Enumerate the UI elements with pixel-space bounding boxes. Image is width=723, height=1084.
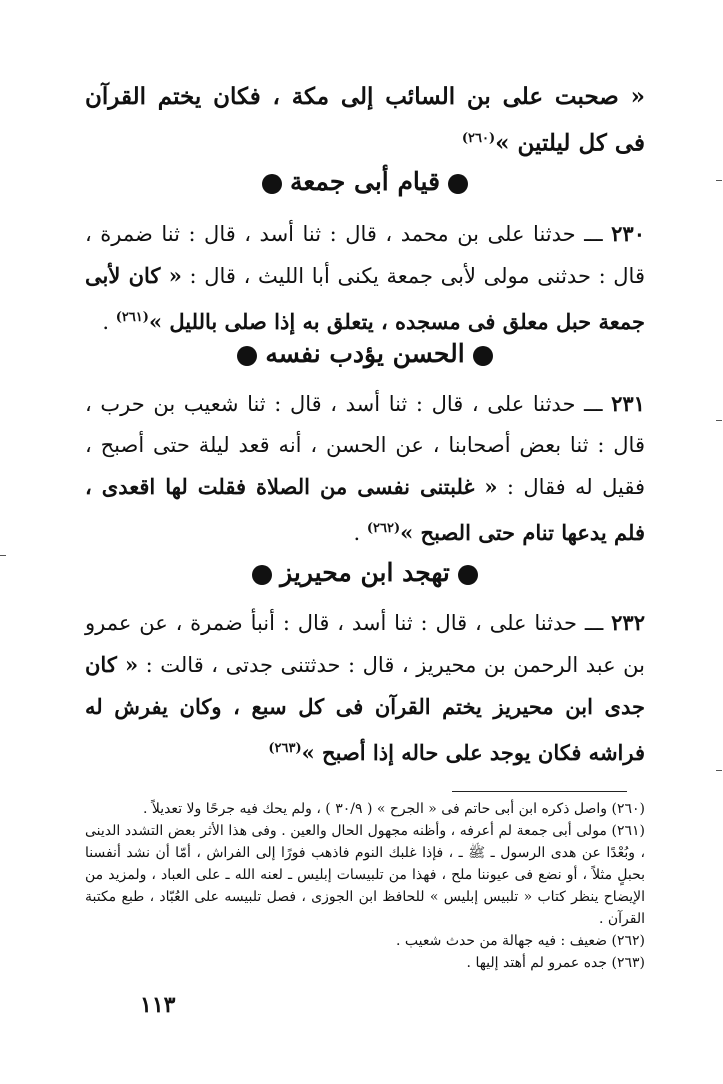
footnote: (٢٦١) مولى أبى جمعة لم أعرفه ، وأظنه مجهول الحال والعين . وفى هذا الأثر بعض التشدد الدينى ، وبُعْدًا عن هدى الرسول ـ ﷺ ـ ، فإذا غلبك النوم فاذهب فورًا إلى الفراش ، أمّا أن نشد أنفسنا بحبلٍ مثلاً ، أو نضع فى عيوننا ملح ، فهذا من تلبيسات إبليس ـ لعنه الله ـ على العباد ، ولمزيد من الإيضاح ينظر كتاب « تلبيس إبليس » للحافظ ابن الجوزى ، فصل تلبيسه على العُبّاد ، طبع مكتبة القرآن . — [85, 823, 645, 927]
intro-ref: (٢٦٠) — [461, 131, 496, 146]
entry-quote: « كان جدى ابن محيريز يختم القرآن فى كل سبع ، وكان يفرش له فراشه فكان يوجد على حاله إذا أصبح » — [85, 652, 645, 765]
entry-ref: (٢٦٣) — [268, 741, 302, 756]
margin-mark — [0, 555, 6, 556]
bullet-icon — [237, 346, 257, 366]
entry-quote: « غلبتنى نفسى من الصلاة فقلت لها اقعدى ، فلم يدعها تنام حتى الصبح » — [85, 474, 645, 545]
entry-narration: حدثنا على ، قال : ثنا أسد ، قال : أنبأ ضمرة ، عن عمرو بن عبد الرحمن بن محيريز ، قال : حدثتنى جدتى ، قالت : — [85, 611, 645, 677]
intro-paragraph — [85, 76, 645, 165]
bullet-icon — [448, 174, 468, 194]
entry-number: ٢٣١ — [611, 391, 645, 416]
entry-dash: ـــ — [584, 611, 604, 635]
footnote: (٢٦٠) واصل ذكره ابن أبى حاتم فى « الجرح » ( ٣٠/٩ ) ، ولم يحك فيه جرحًا ولا تعديلاً . — [142, 801, 645, 817]
margin-mark — [716, 770, 722, 771]
entry-quote: « كان لأبى جمعة حبل معلق فى مسجده ، يتعلق به إذا صلى بالليل » — [85, 263, 645, 334]
section-heading-text: قيام أبى جمعة — [289, 167, 441, 196]
section-heading-text: الحسن يؤدب نفسه — [265, 339, 465, 368]
section-heading — [85, 162, 645, 202]
entry-dash: ـــ — [584, 222, 603, 246]
entry-tail: . — [353, 521, 361, 545]
section-heading-text: تهجد ابن محيريز — [280, 558, 450, 587]
bullet-icon — [473, 346, 493, 366]
footnote-separator — [452, 791, 627, 792]
footnotes — [85, 798, 645, 974]
bullet-icon — [252, 565, 272, 585]
bullet-icon — [262, 174, 282, 194]
entry-narration: حدثنا على ، قال : ثنا أسد ، قال : ثنا شعيب بن حرب ، قال : ثنا بعض أصحابنا ، عن الحسن ، أنه قعد ليلة حتى أصبح ، فقيل له فقال : — [85, 392, 645, 499]
intro-text: « صحبت على بن السائب إلى مكة ، فكان يختم القرآن فى كل ليلتين » — [85, 83, 645, 157]
footnote: (٢٦٣) جده عمرو لم أهتد إليها . — [466, 955, 645, 971]
margin-mark — [716, 180, 722, 181]
entry-number: ٢٣٠ — [611, 221, 645, 246]
margin-mark — [716, 420, 722, 421]
page-number: ١١٣ — [140, 992, 176, 1018]
section-heading — [85, 553, 645, 593]
section-heading — [85, 334, 645, 374]
entry-paragraph — [85, 383, 645, 554]
entry-ref: (٢٦١) — [115, 310, 149, 325]
entry-narration: حدثنا على بن محمد ، قال : ثنا أسد ، قال : ثنا ضمرة ، قال : حدثنى مولى لأبى جمعة يكنى أبا الليث ، قال : — [85, 222, 645, 288]
entry-ref: (٢٦٢) — [366, 521, 401, 536]
footnote: (٢٦٢) ضعيف : فيه جهالة من حدث شعيب . — [396, 933, 645, 949]
entry-number: ٢٣٢ — [611, 610, 645, 635]
entry-tail: . — [102, 310, 109, 334]
entry-paragraph — [85, 213, 645, 343]
entry-dash: ـــ — [584, 392, 603, 416]
entry-paragraph — [85, 602, 645, 774]
bullet-icon — [458, 565, 478, 585]
